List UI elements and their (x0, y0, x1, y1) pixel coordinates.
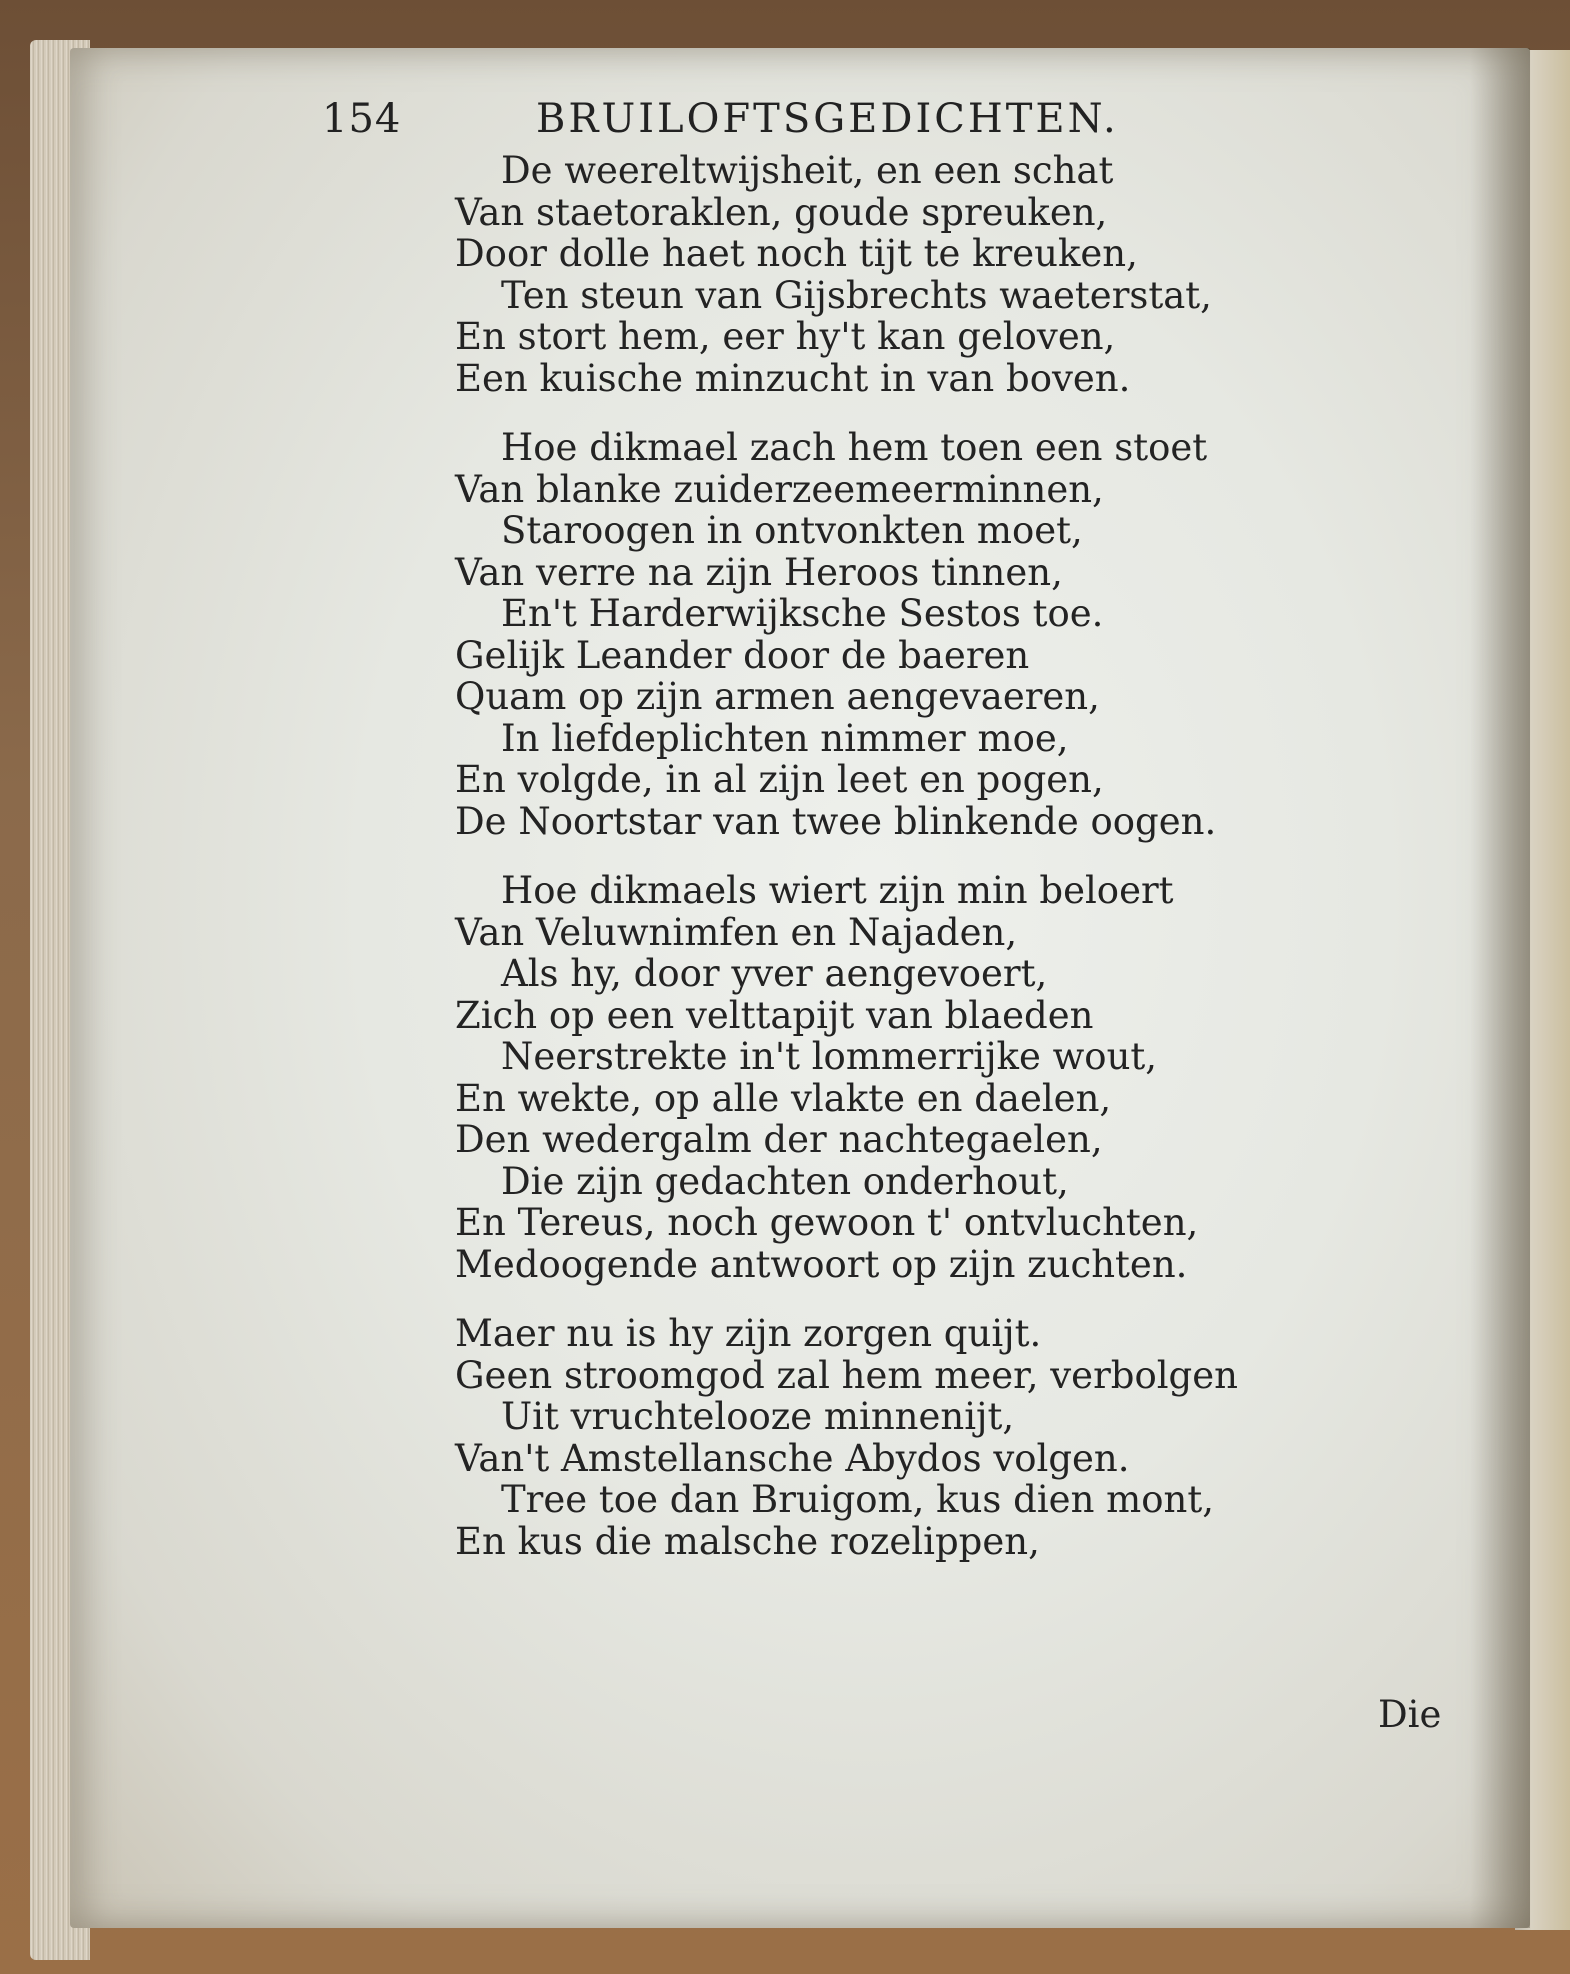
poem-line: En't Harderwijksche Sestos toe. (501, 592, 1104, 635)
poem-line: Als hy, door yver aengevoert, (501, 952, 1048, 995)
poem-line: Van verre na zijn Heroos tinnen, (455, 550, 1063, 594)
poem-line: Van blanke zuiderzeemeerminnen, (455, 467, 1104, 511)
stanza (455, 870, 1495, 1285)
poem-line: Van Veluwnimfen en Najaden, (455, 910, 1018, 954)
poem-line: Staroogen in ontvonkten moet, (501, 509, 1083, 552)
poem-line: Ten steun van Gijsbrechts waeterstat, (501, 273, 1212, 317)
poem-line: Een kuische minzucht in van boven. (455, 356, 1131, 400)
poem-line: En stort hem, eer hy't kan geloven, (455, 315, 1116, 358)
stanza (455, 150, 1495, 399)
poem-line: Door dolle haet noch tijt te kreuken, (455, 232, 1138, 275)
poem-line: Die zijn gedachten onderhout, (501, 1159, 1069, 1203)
poem-line: En Tereus, noch gewoon t' ontvluchten, (455, 1201, 1199, 1244)
poem-line: Den wedergalm der nachtegaelen, (455, 1118, 1103, 1161)
poem-line: Van staetoraklen, goude spreuken, (455, 190, 1108, 234)
poem-line: Tree toe dan Bruigom, kus dien mont, (501, 1478, 1214, 1521)
poem-line: Medoogende antwoort op zijn zuchten. (455, 1242, 1188, 1286)
catchword: Die (1378, 1693, 1442, 1736)
poem-line: Maer nu is hy zijn zorgen quijt. (455, 1312, 1042, 1355)
running-head: BRUILOFTSGEDICHTEN. (536, 96, 1119, 142)
poem-line: Geen stroomgod zal hem meer, verbolgen (455, 1353, 1238, 1397)
page-number: 154 (322, 96, 402, 142)
poem-line: Hoe dikmaels wiert zijn min beloert (501, 869, 1174, 912)
poem-line: Neerstrekte in't lommerrijke wout, (501, 1035, 1158, 1078)
poem-line: De Noortstar van twee blinkende oogen. (455, 799, 1217, 843)
stanza (455, 427, 1495, 842)
poem-line: En kus die malsche rozelippen, (455, 1519, 1040, 1563)
poem-line: In liefdeplichten nimmer moe, (501, 716, 1069, 760)
poem-line: Van't Amstellansche Abydos volgen. (455, 1436, 1130, 1480)
poem-line: En volgde, in al zijn leet en pogen, (455, 758, 1104, 801)
poem-line: Quam op zijn armen aengevaeren, (455, 675, 1100, 718)
poem-line: En wekte, op alle vlakte en daelen, (455, 1076, 1112, 1120)
poem-line: Zich op een velttapijt van blaeden (455, 993, 1094, 1037)
poem-line: De weereltwijsheit, en een schat (501, 149, 1114, 192)
poem-line: Hoe dikmael zach hem toen een stoet (501, 426, 1208, 469)
poem-body (455, 150, 1495, 1590)
poem-line: Uit vruchtelooze minnenijt, (501, 1395, 1015, 1438)
stanza (455, 1313, 1495, 1562)
poem-line: Gelijk Leander door de baeren (455, 633, 1030, 677)
